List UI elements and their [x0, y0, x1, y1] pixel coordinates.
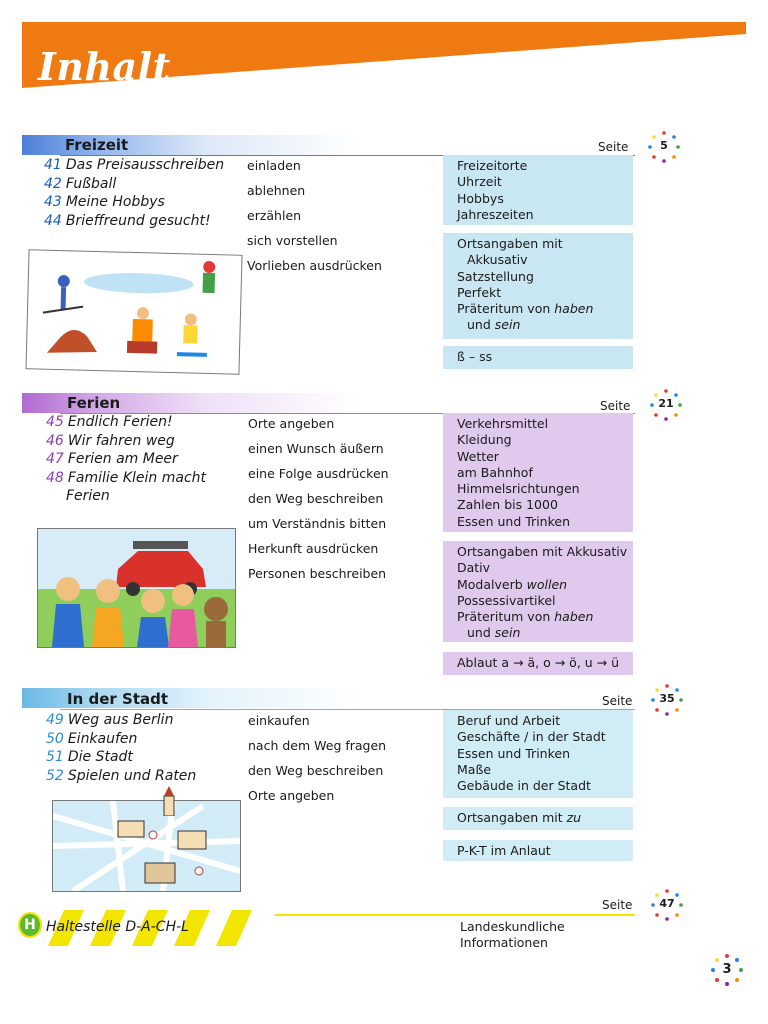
vocab-box: Verkehrsmittel Kleidung Wetter am Bahnhof Himmelsrichtungen Zahlen bis 1000 Essen und Trinken [443, 413, 633, 532]
haltestelle-title[interactable]: Haltestelle D-A-CH-L [46, 919, 189, 935]
intention-item: Orte angeben [248, 788, 335, 803]
haltestelle-icon [18, 912, 42, 938]
church-tower-icon [158, 786, 180, 816]
seite-label: Seite [602, 898, 633, 912]
intention-item: einkaufen [248, 713, 310, 728]
lesson-item[interactable]: 42 Fußball [44, 175, 117, 192]
grammar-box: Ortsangaben mit Akkusativ Satzstellung Perfekt Präteritum von haben und sein [443, 233, 633, 339]
haltestelle-rule [275, 914, 635, 916]
grammar-box: Ortsangaben mit Akkusativ Dativ Modalverb wollen Possessivartikel Präteritum von haben und sein [443, 541, 633, 642]
lesson-item[interactable]: 41 Das Preisausschreiben [44, 157, 225, 173]
grammar-box: Ortsangaben mit zu [443, 807, 633, 830]
seite-label: Seite [598, 140, 629, 154]
haltestelle-info: Landeskundliche Informationen [460, 919, 565, 950]
vocab-box: Freizeitorte Uhrzeit Hobbys Jahreszeiten [443, 155, 633, 225]
lesson-item[interactable]: 44 Brieffreund gesucht! [44, 212, 211, 229]
section-title-freizeit: Freizeit [65, 136, 129, 154]
lesson-list [46, 711, 196, 785]
phonetics-box: P-K-T im Anlaut [443, 840, 633, 861]
section-title-ferien: Ferien [67, 394, 121, 412]
intention-item: den Weg beschreiben [248, 763, 384, 778]
lesson-list [44, 156, 224, 230]
intention-item: einen Wunsch äußern [248, 441, 384, 456]
lesson-item[interactable]: 52 Spielen und Raten [46, 767, 197, 784]
page-ref-badge[interactable] [650, 683, 684, 717]
intention-item: um Verständnis bitten [248, 516, 387, 531]
lesson-item[interactable]: 45 Endlich Ferien! [46, 414, 173, 430]
freizeit-illustration [25, 249, 242, 375]
lesson-item[interactable]: 46 Wir fahren weg [46, 432, 175, 449]
intention-item: einladen [247, 158, 301, 173]
intentions-list [248, 713, 386, 813]
page-number: 3 [722, 962, 732, 977]
intention-item: eine Folge ausdrücken [248, 466, 389, 481]
lesson-item[interactable]: 49 Weg aus Berlin [46, 712, 174, 728]
lesson-item[interactable]: 51 Die Stadt [46, 749, 133, 765]
intention-item: sich vorstellen [247, 233, 338, 248]
page-ref-badge[interactable] [647, 130, 681, 164]
intention-item: Orte angeben [248, 416, 335, 431]
seite-label: Seite [602, 694, 633, 708]
intention-item: erzählen [247, 208, 302, 223]
intentions-list [248, 416, 389, 591]
intention-item: Herkunft ausdrücken [248, 541, 379, 556]
intention-item: den Weg beschreiben [248, 491, 384, 506]
lesson-list [46, 413, 206, 506]
stadt-map-illustration [52, 800, 241, 892]
vocab-box: Beruf und Arbeit Geschäfte / in der Stadt Essen und Trinken Maße Gebäude in der Stadt [443, 710, 633, 798]
section-title-stadt: In der Stadt [67, 690, 169, 708]
intention-item: ablehnen [247, 183, 306, 198]
phonetics-box: Ablaut a → ä, o → ö, u → ü [443, 652, 633, 675]
lesson-item[interactable]: 47 Ferien am Meer [46, 451, 178, 467]
haltestelle-icon-letter: H [24, 917, 36, 933]
page-ref-number: 5 [660, 139, 668, 152]
page-title: Inhalt [38, 44, 171, 89]
lesson-item[interactable]: Ferien [66, 488, 110, 504]
intention-item: Vorlieben ausdrücken [247, 258, 382, 273]
lesson-item[interactable]: 48 Familie Klein macht [46, 469, 207, 486]
seite-label: Seite [600, 399, 631, 413]
intentions-list [247, 158, 382, 283]
page-ref-number: 35 [659, 692, 675, 705]
phonetics-box: ß – ss [443, 346, 633, 369]
page-ref-number: 47 [659, 897, 675, 910]
ferien-illustration [37, 528, 236, 648]
lesson-item[interactable]: 43 Meine Hobbys [44, 194, 165, 210]
page-number-badge [710, 953, 744, 987]
intention-item: Personen beschreiben [248, 566, 387, 581]
page-ref-number: 21 [658, 397, 674, 410]
page-ref-badge[interactable] [649, 388, 683, 422]
intention-item: nach dem Weg fragen [248, 738, 387, 753]
lesson-item[interactable]: 50 Einkaufen [46, 730, 138, 747]
page-ref-badge[interactable] [650, 888, 684, 922]
